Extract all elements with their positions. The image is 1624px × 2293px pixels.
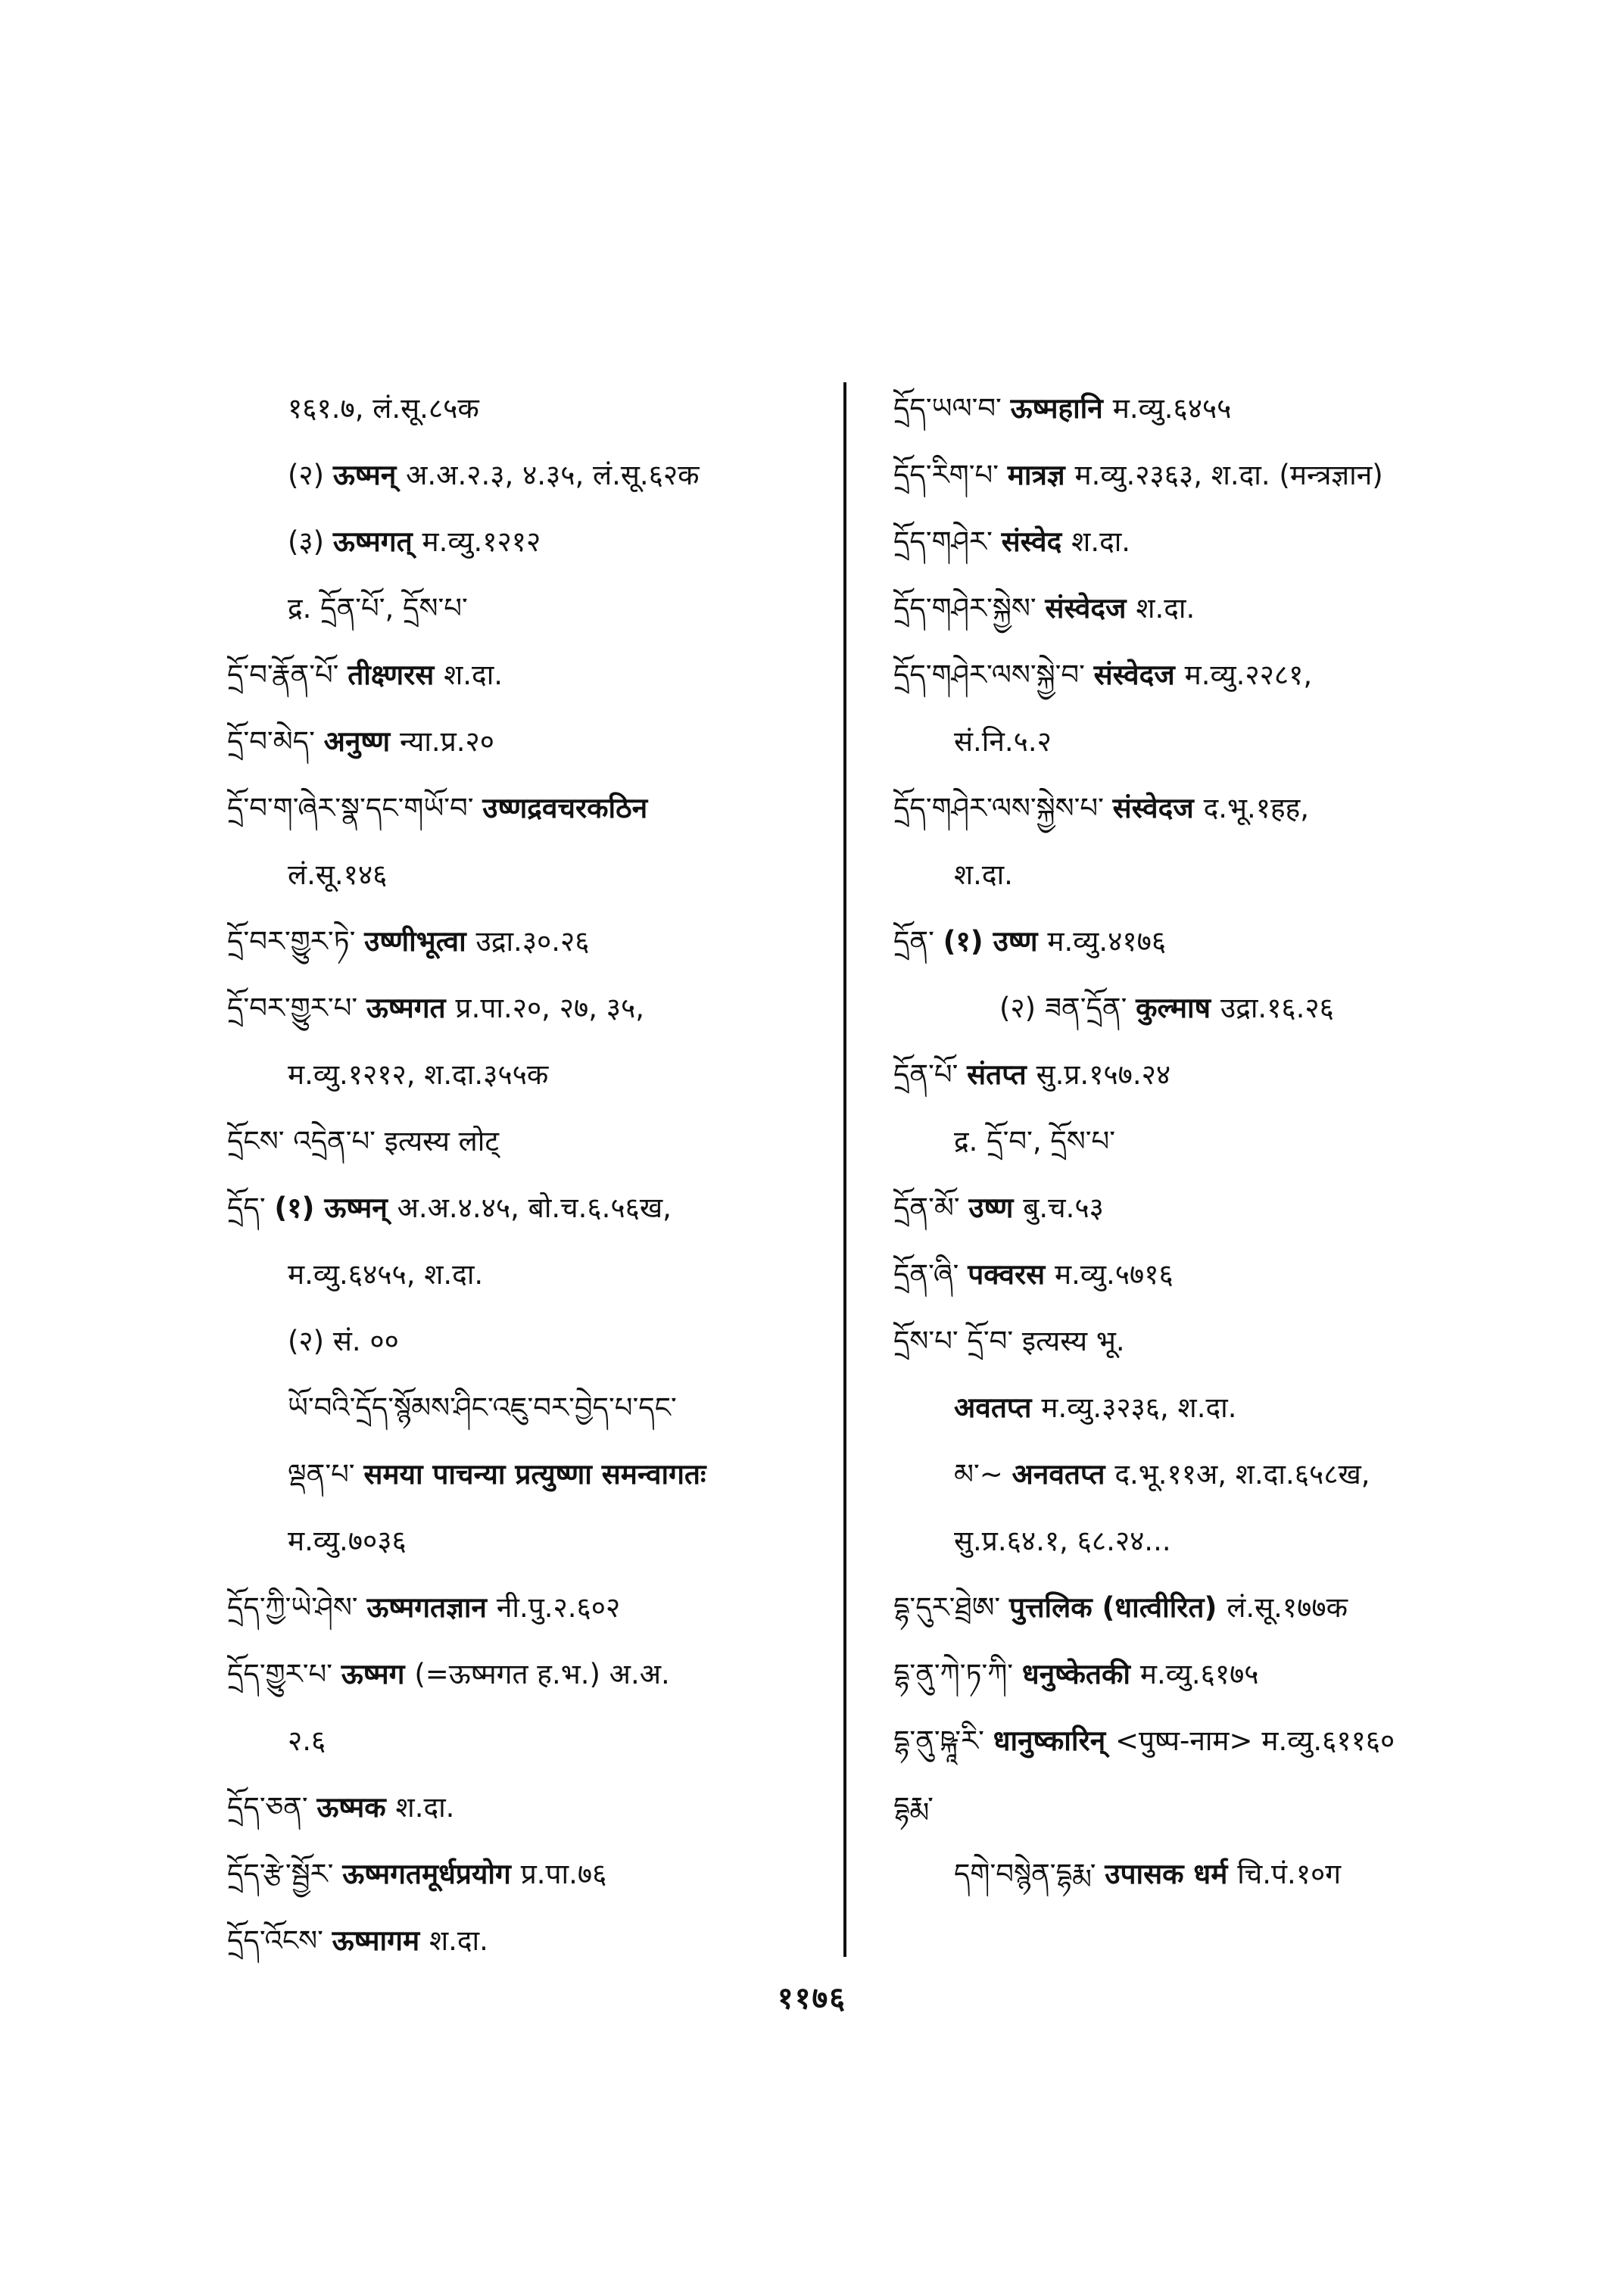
dictionary-entry-line xyxy=(227,1841,825,1908)
sanskrit-term: पुत्तलिक (धात्वीरित) xyxy=(1008,1591,1227,1624)
dictionary-entry-line xyxy=(227,1508,825,1575)
sanskrit-term: उष्ण xyxy=(968,1192,1024,1224)
sanskrit-term: ऊष्मागम xyxy=(332,1924,429,1957)
page-number: ११७६ xyxy=(777,1981,847,2016)
sanskrit-term: तीक्ष्णरस xyxy=(348,659,444,691)
headword: དྲོངས་ xyxy=(227,1125,294,1157)
dictionary-entry-line xyxy=(227,1242,825,1308)
reference: श.दा. xyxy=(444,659,503,691)
dictionary-entry-line xyxy=(227,1641,825,1708)
sanskrit-term: ऊष्मक xyxy=(316,1791,396,1824)
dictionary-entry-line xyxy=(893,775,1484,842)
reference: उद्रा.१६.२६ xyxy=(1220,992,1334,1024)
headword: མ་~ xyxy=(954,1458,1012,1491)
dictionary-entry-line xyxy=(893,1308,1484,1375)
reference: अ.अ.४.४५, बो.च.६.५६ख, xyxy=(397,1192,672,1224)
reference: དྲོ་བ་, དྲོས་པ་ xyxy=(987,1125,1116,1157)
sanskrit-term: उष्णीभूत्वा xyxy=(364,925,476,958)
headword: དྲོད་གཤེར་ལས་སྐྱེ་བ་ xyxy=(893,659,1094,691)
headword: དྲོ་བ་རྣོན་པོ་ xyxy=(227,659,348,691)
sanskrit-term: उष्णद्रवचरकठिन xyxy=(482,792,648,824)
headword: དྲོད་ཅན་ xyxy=(227,1791,317,1824)
reference: དྲོ་བ་ इत्यस्य भू. xyxy=(967,1325,1125,1357)
reference: श.दा. xyxy=(1071,525,1131,558)
right-column xyxy=(893,375,1484,1908)
headword: (३) xyxy=(288,525,333,558)
headword: དྲོད་གྱུར་པ་ xyxy=(227,1658,341,1690)
dictionary-entry-line xyxy=(227,509,825,575)
headword: དྲོས་པ་ xyxy=(893,1325,968,1357)
sanskrit-term: ऊष्मग xyxy=(341,1658,415,1690)
left-column xyxy=(227,375,825,1974)
sanskrit-term: मात्रज्ञ xyxy=(1007,459,1075,491)
sanskrit-term: (१) ऊष्मन् xyxy=(274,1192,397,1224)
reference: श.दा. xyxy=(1136,592,1195,625)
sanskrit-term: ऊष्मगत xyxy=(366,992,456,1024)
headword: དྲོད་ཀྱི་ཡེ་ཤེས་ xyxy=(227,1591,367,1624)
reference: द.भू.११अ, श.दा.६५८ख, xyxy=(1114,1458,1370,1491)
headword: (२) xyxy=(288,459,333,491)
dictionary-entry-line xyxy=(893,975,1484,1042)
reference: (२) सं. ०० xyxy=(288,1325,399,1357)
reference: म.व्यु.६४५५ xyxy=(1112,392,1232,425)
dictionary-entry-line xyxy=(227,1708,825,1774)
dictionary-entry-line xyxy=(227,1575,825,1641)
headword: དྲོད་གཤེར་ལས་སྐྱེས་པ་ xyxy=(893,792,1113,824)
dictionary-entry-line xyxy=(893,1242,1484,1308)
headword: དགེ་བསྙེན་དྷརྨ་ xyxy=(954,1858,1105,1890)
headword: དྷ་ནུ་ཀེ་ཏ་ཀི་ xyxy=(893,1658,1022,1690)
headword: དྲོན་མོ་ xyxy=(893,1192,969,1224)
reference: द.भू.१हह, xyxy=(1203,792,1310,824)
dictionary-entry-line xyxy=(893,1841,1484,1908)
sanskrit-term: संस्वेदज xyxy=(1112,792,1204,824)
dictionary-entry-line xyxy=(893,575,1484,642)
sanskrit-term: ऊष्मगत् xyxy=(332,525,422,558)
dictionary-entry-line xyxy=(893,1042,1484,1108)
reference: बु.च.५३ xyxy=(1023,1192,1104,1224)
reference: དྲོན་པོ་, དྲོས་པ་ xyxy=(320,592,468,625)
sanskrit-term: समया पाचन्या प्रत्युष्णा समन्वागतः xyxy=(363,1458,706,1491)
reference: म.व्यु.२२८१, xyxy=(1184,659,1313,691)
dictionary-entry-line xyxy=(893,1575,1484,1641)
headword: དྲོ་བ་ག་ཞེར་སྣ་དང་གཡོ་བ་ xyxy=(227,792,483,824)
sanskrit-term: धनुष्केतकी xyxy=(1021,1658,1140,1690)
reference: नी.पु.२.६०२ xyxy=(496,1591,621,1624)
reference: उद्रा.३०.२६ xyxy=(475,925,590,958)
headword: ལྡན་པ་ xyxy=(288,1458,364,1491)
dictionary-entry-line xyxy=(893,375,1484,442)
headword: དྷརྨ་ xyxy=(893,1791,934,1824)
reference: सु.प्र.१५७.२४ xyxy=(1036,1058,1171,1091)
headword: དྲོ་བར་གྱུར་ཏེ་ xyxy=(227,925,365,958)
dictionary-entry-line xyxy=(227,375,825,442)
dictionary-entry-line xyxy=(893,908,1484,975)
dictionary-entry-line xyxy=(227,775,825,842)
dictionary-entry-line xyxy=(227,1308,825,1375)
dictionary-entry-line xyxy=(893,1375,1484,1441)
reference: (=ऊष्मगत ह.भ.) अ.अ. xyxy=(414,1658,670,1690)
sanskrit-term: (१) उष्ण xyxy=(943,925,1048,958)
headword: དྲོད་ཡལ་བ་ xyxy=(893,392,1011,425)
reference: २.६ xyxy=(288,1724,326,1757)
dictionary-entry-line xyxy=(227,1908,825,1974)
dictionary-entry-line xyxy=(893,709,1484,775)
reference: श.दा. xyxy=(429,1924,488,1957)
dictionary-entry-line xyxy=(893,842,1484,908)
headword: དྲོ་བ་མེད་ xyxy=(227,725,324,758)
reference: म.व्यु.२३६३, श.दा. (मन्त्रज्ञान) xyxy=(1074,459,1383,491)
reference: म.व्यु.६४५५, श.दा. xyxy=(288,1258,484,1291)
reference: सु.प्र.६४.१, ६८.२४... xyxy=(954,1525,1171,1557)
reference: म.व्यु.३२३६, श.दा. xyxy=(1041,1391,1237,1424)
dictionary-entry-line xyxy=(227,442,825,509)
headword: དྷ་ནུ་ཥྐཱ་རི་ xyxy=(893,1724,993,1757)
dictionary-entry-line xyxy=(227,908,825,975)
sanskrit-term: कुल्माष xyxy=(1136,992,1220,1024)
dictionary-entry-line xyxy=(227,1774,825,1841)
headword: (२) ཟན་དྲོན་ xyxy=(999,992,1136,1024)
dictionary-entry-line xyxy=(227,709,825,775)
reference: म.व्यु.१२१२, श.दा.३५५क xyxy=(288,1058,549,1091)
sanskrit-term: संस्वेद xyxy=(1001,525,1072,558)
sanskrit-term: अनुष्ण xyxy=(323,725,400,758)
dictionary-entry-line xyxy=(227,1175,825,1242)
reference: श.दा. xyxy=(954,858,1013,891)
column-divider xyxy=(843,382,846,1957)
reference: म.व्यु.४१७६ xyxy=(1047,925,1167,958)
dictionary-entry-line xyxy=(227,975,825,1042)
dictionary-entry-line xyxy=(893,1441,1484,1508)
dictionary-entry-line xyxy=(893,1108,1484,1175)
dictionary-entry-line xyxy=(893,1175,1484,1242)
sanskrit-term: पक्वरस xyxy=(968,1258,1055,1291)
reference: ཡོ་བའི་དྲོད་སྙོམས་ཤིང་འཇུ་བར་བྱེད་པ་དང་ xyxy=(288,1391,677,1424)
headword: དྲོ་བར་གྱུར་པ་ xyxy=(227,992,366,1024)
dictionary-entry-line xyxy=(227,1441,825,1508)
headword: द्र. xyxy=(288,592,321,625)
sanskrit-term: ऊष्मगतज्ञान xyxy=(366,1591,497,1624)
reference: म.व्यु.१२१२ xyxy=(422,525,541,558)
sanskrit-term: ऊष्मगतमूर्धप्रयोग xyxy=(342,1858,521,1890)
reference: म.व्यु.६१७५ xyxy=(1139,1658,1259,1690)
reference: འདྲེན་པ་ इत्यस्य लोट् xyxy=(293,1125,499,1157)
reference: चि.पं.१०ग xyxy=(1237,1858,1342,1890)
headword: དྲོན་ཞི་ xyxy=(893,1258,968,1291)
dictionary-entry-line xyxy=(227,842,825,908)
sanskrit-term: उपासक धर्म xyxy=(1105,1858,1238,1890)
headword: དྲོན་པོ་ xyxy=(893,1058,968,1091)
reference: लं.सू.१७७क xyxy=(1227,1591,1348,1624)
headword: द्र. xyxy=(954,1125,987,1157)
dictionary-entry-line xyxy=(227,1108,825,1175)
sanskrit-term: अनवतप्त xyxy=(1011,1458,1115,1491)
reference: श.दा. xyxy=(395,1791,455,1824)
dictionary-entry-line xyxy=(227,1042,825,1108)
sanskrit-term: ऊष्महानि xyxy=(1010,392,1113,425)
dictionary-entry-line xyxy=(893,1708,1484,1774)
reference: सं.नि.५.२ xyxy=(954,725,1052,758)
headword: དྲོད་གཤེར་སྐྱེས་ xyxy=(893,592,1046,625)
reference: म.व्यु.७०३६ xyxy=(288,1525,407,1557)
reference: लं.सू.१४६ xyxy=(288,858,388,891)
dictionary-entry-line xyxy=(893,509,1484,575)
sanskrit-term: अवतप्त xyxy=(954,1391,1042,1424)
headword: དྲོད་འོངས་ xyxy=(227,1924,332,1957)
headword: དྷ་དུར་ཐྲེཨ་ xyxy=(893,1591,1009,1624)
reference: अ.अ.२.३, ४.३५, लं.सू.६२क xyxy=(406,459,700,491)
reference: न्या.प्र.२० xyxy=(399,725,494,758)
sanskrit-term: धानुष्कारिन् xyxy=(993,1724,1116,1757)
headword: དྲོད་རིག་པ་ xyxy=(893,459,1008,491)
reference: <पुष्प-नाम> म.व्यु.६११६० xyxy=(1115,1724,1395,1757)
reference: प्र.पा.२०, २७, ३५, xyxy=(455,992,644,1024)
headword: དྲོད་ xyxy=(227,1192,275,1224)
dictionary-entry-line xyxy=(227,575,825,642)
sanskrit-term: ऊष्मन् xyxy=(332,459,407,491)
reference: १६१.७, लं.सू.८५क xyxy=(288,392,479,425)
reference: म.व्यु.५७१६ xyxy=(1054,1258,1174,1291)
headword: དྲོད་གཤེར་ xyxy=(893,525,1002,558)
sanskrit-term: संस्वेदज xyxy=(1093,659,1185,691)
dictionary-entry-line xyxy=(227,642,825,709)
sanskrit-term: संस्वेदज xyxy=(1045,592,1136,625)
dictionary-entry-line xyxy=(227,1375,825,1441)
headword: དྲོད་རྩེ་སྦྱོར་ xyxy=(227,1858,343,1890)
headword: དྲོན་ xyxy=(893,925,943,958)
dictionary-entry-line xyxy=(893,442,1484,509)
dictionary-entry-line xyxy=(893,1508,1484,1575)
dictionary-entry-line xyxy=(893,1641,1484,1708)
sanskrit-term: संतप्त xyxy=(967,1058,1036,1091)
dictionary-entry-line xyxy=(893,1774,1484,1841)
reference: प्र.पा.७६ xyxy=(520,1858,607,1890)
dictionary-entry-line xyxy=(893,642,1484,709)
